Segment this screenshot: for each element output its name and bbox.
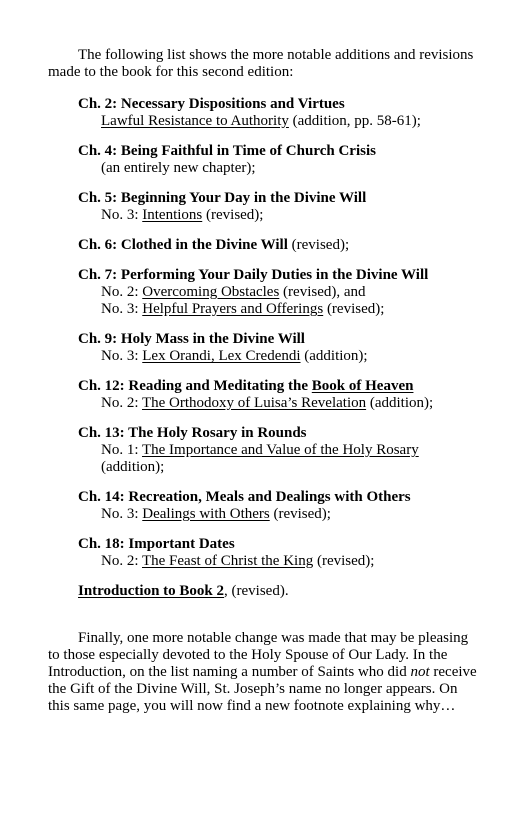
line-prefix: No. 3: (101, 207, 143, 223)
line-prefix: No. 3: (101, 301, 143, 317)
intro-paragraph: The following list shows the more notable additions and revisions made to the book for this second edition: (48, 47, 474, 80)
entry-line (101, 284, 482, 301)
line-suffix: (addition, pp. 58-61); (288, 113, 421, 129)
section-link: Lex Orandi, Lex Credendi (142, 348, 301, 364)
entry-ch9 (78, 331, 482, 365)
line-suffix: (revised), and (279, 284, 366, 300)
entry-ch14 (78, 489, 482, 523)
entry-ch18 (78, 536, 482, 570)
line-prefix: (addition); (101, 459, 165, 475)
line-prefix: No. 2: (101, 284, 143, 300)
entry-ch12 (78, 378, 482, 412)
entry-title-text: Ch. 6: Clothed in the Divine Will (78, 237, 288, 253)
entry-ch13 (78, 425, 482, 476)
title-link: Book of Heaven (311, 378, 414, 394)
entry-line (101, 459, 482, 476)
section-link: Intentions (142, 207, 203, 223)
line-prefix: No. 2: (101, 553, 142, 569)
closing-text-2: receive the Gift of the Divine Will, St. Joseph’s name no longer appears. On this same page, you will now find a new footnote explaining why… (48, 664, 477, 714)
line-prefix: No. 3: (101, 348, 143, 364)
entry-line (101, 113, 482, 130)
entry-line (101, 395, 482, 412)
line-suffix: (revised); (269, 506, 331, 522)
entry-ch4 (78, 143, 482, 177)
entry-line (101, 301, 482, 318)
line-suffix: (revised); (202, 207, 264, 223)
entry-ch6 (78, 237, 482, 254)
entry-title: Ch. 9: Holy Mass in the Divine Will (78, 331, 305, 347)
entry-title: Ch. 5: Beginning Your Day in the Divine Will (78, 190, 367, 206)
book2-suffix: , (revised). (224, 583, 289, 599)
entry-title (78, 237, 482, 254)
line-suffix: (addition); (366, 395, 434, 411)
section-link: Dealings with Others (142, 506, 270, 522)
entry-line (101, 442, 482, 459)
entry-ch7 (78, 267, 482, 318)
line-suffix: (revised); (313, 553, 375, 569)
entry-title: Ch. 13: The Holy Rosary in Rounds (78, 425, 307, 441)
entry-line (101, 348, 482, 365)
entry-title: Ch. 7: Performing Your Daily Duties in the Divine Will (78, 267, 429, 283)
entry-line (101, 553, 482, 570)
entry-ch5 (78, 190, 482, 224)
entry-title: Ch. 14: Recreation, Meals and Dealings with Others (78, 489, 411, 505)
line-prefix: No. 2: (101, 395, 142, 411)
entry-title: Ch. 2: Necessary Dispositions and Virtues (78, 96, 345, 112)
closing-text-1: Finally, one more notable change was made that may be pleasing to those especially devoted to the Holy Spouse of Our Lady. In the Introduction, on the list naming a number of Saints who did (48, 630, 469, 680)
entry-title-suffix: (revised); (287, 237, 350, 253)
section-link: Overcoming Obstacles (142, 284, 280, 300)
entry-book2 (78, 583, 482, 600)
closing-emphasis: not (410, 664, 430, 680)
line-prefix: No. 1: (101, 442, 142, 458)
line-suffix: (revised); (323, 301, 385, 317)
section-link: The Feast of Christ the King (141, 553, 314, 569)
entry-line (101, 160, 482, 177)
line-prefix: No. 3: (101, 506, 143, 522)
entry-title: Ch. 4: Being Faithful in Time of Church Crisis (78, 143, 376, 159)
entry-title-text: Ch. 12: Reading and Meditating the (78, 378, 312, 394)
section-link: The Orthodoxy of Luisa’s Revelation (141, 395, 367, 411)
entry-title (78, 378, 482, 395)
closing-paragraph (48, 630, 482, 715)
line-prefix: (an entirely new chapter); (101, 160, 256, 176)
entry-title: Ch. 18: Important Dates (78, 536, 235, 552)
entry-line (101, 506, 482, 523)
section-link: Lawful Resistance to Authority (101, 113, 289, 129)
line-suffix: (addition); (300, 348, 368, 364)
entry-ch2 (78, 96, 482, 130)
book2-link: Introduction to Book 2 (78, 583, 225, 599)
section-link: Helpful Prayers and Offerings (142, 301, 324, 317)
section-link: The Importance and Value of the Holy Rosary (141, 442, 419, 458)
entry-line (101, 207, 482, 224)
